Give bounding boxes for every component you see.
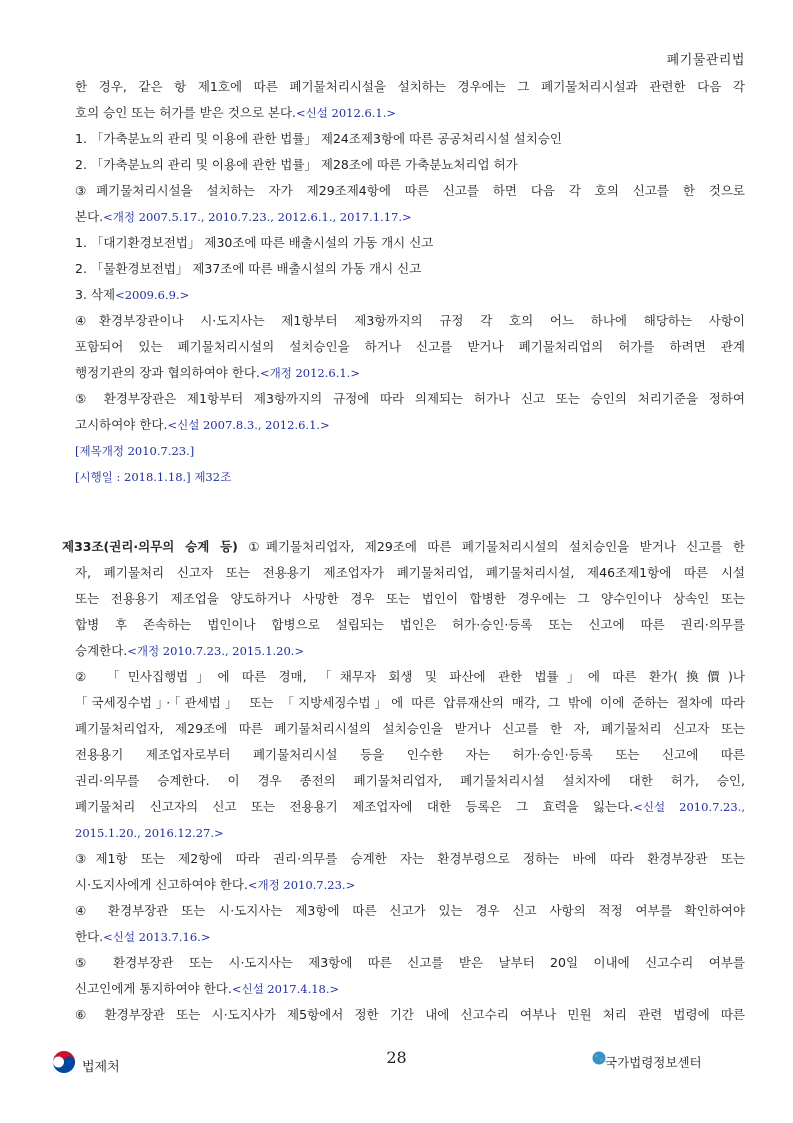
paragraph-4: ④환경부장관이나 시·도지사는 제1항부터 제3항까지의 규정 각 호의 어느 하나에 해당하는 사항이: [75, 313, 745, 328]
amendment-note: <개정 2012.6.1.>: [259, 366, 360, 380]
globe-icon: [592, 1051, 606, 1065]
paragraph-3: ③제1항 또는 제2항에 따라 권리·의무를 승계한 자는 환경부령으로 정하는 바에 따라 환경부장관 또는: [75, 851, 745, 866]
body-line: 시·도지사에게 신고하여야 한다.<개정 2010.7.23.>: [75, 877, 356, 892]
title-amendment-note: [제목개정 2010.7.23.]: [75, 444, 195, 458]
page-footer: [0, 1042, 793, 1082]
amendment-note: <신설 2013.7.16.>: [103, 930, 211, 944]
body-line: 폐기물처리업자, 제29조에 따른 폐기물처리시설의 설치승인을 받거나 신고를 한 자, 폐기물처리 신고자 또는: [75, 721, 745, 736]
body-line: 승계한다.<개정 2010.7.23., 2015.1.20.>: [75, 643, 305, 658]
body-line: 2. 「가축분뇨의 관리 및 이용에 관한 법률」 제28조에 따른 가축분뇨처리업 허가: [75, 157, 518, 172]
amendment-note: <2009.6.9.>: [115, 288, 190, 302]
body-line: 자, 폐기물처리 신고자 또는 전용용기 제조업자가 폐기물처리업, 폐기물처리시설, 제46조제1항에 따른 시설: [75, 565, 745, 580]
body-line: 합병 후 존속하는 법인이나 합병으로 설립되는 법인은 허가·승인·등록 또는 신고에 따른 권리·의무를: [75, 617, 745, 632]
paragraph-5: ⑤ 환경부장관 또는 시·도지사는 제3항에 따른 신고를 받은 날부터 20일 이내에 신고수리 여부를: [75, 955, 745, 970]
document-title: 폐기물관리법: [666, 53, 745, 68]
body-line: 고시하여야 한다.<신설 2007.8.3., 2012.6.1.>: [75, 417, 330, 432]
effective-date-note: [시행일 : 2018.1.18.] 제32조: [75, 470, 232, 484]
body-line: 포함되어 있는 폐기물처리시설의 설치승인을 하거나 신고를 받거나 폐기물처리업의 허가를 하려면 관계: [75, 339, 745, 354]
amendment-note: <신설 2017.4.18.>: [231, 982, 340, 996]
paragraph-3: ③폐기물처리시설을 설치하는 자가 제29조제4항에 따른 신고를 하면 다음 각 호의 신고를 한 것으로: [75, 183, 745, 198]
body-line: 행정기관의 장과 협의하여야 한다.<개정 2012.6.1.>: [75, 365, 360, 380]
body-line: 「국세징수법」·「관세법」 또는 「지방세징수법」에 따른 압류재산의 매각, 그 밖에 이에 준하는 절차에 따라: [75, 695, 745, 710]
body-line: 2. 「물환경보전법」 제37조에 따른 배출시설의 가동 개시 신고: [75, 261, 422, 276]
paragraph-2: ② 「민사집행법」에 따른 경매, 「채무자 회생 및 파산에 관한 법률」에 따른 환가(換價)나: [75, 669, 745, 684]
amendment-note: <개정 2007.5.17., 2010.7.23., 2012.6.1., 2017.1.17.>: [103, 210, 412, 224]
body-line: 본다.<개정 2007.5.17., 2010.7.23., 2012.6.1., 2017.1.17.>: [75, 209, 412, 224]
amendment-note: <신설 2010.7.23.,: [633, 800, 745, 814]
body-line: 폐기물처리 신고자의 신고 또는 전용용기 제조업자에 대한 등록은 그 효력을 잃는다.<신설 2010.7.23.,: [75, 799, 745, 814]
paragraph-5: ⑤ 환경부장관은 제1항부터 제3항까지의 규정에 따라 의제되는 허가나 신고 또는 승인의 처리기준을 정하여: [75, 391, 745, 406]
amendment-note: <신설 2007.8.3., 2012.6.1.>: [167, 418, 330, 432]
body-line: 한다.<신설 2013.7.16.>: [75, 929, 211, 944]
footer-center-label: 국가법령정보센터: [605, 1055, 702, 1070]
body-line: 권리·의무를 승계한다. 이 경우 종전의 폐기물처리업자, 폐기물처리시설 설치자에 대한 허가, 승인,: [75, 773, 745, 788]
amendment-note: <신설 2012.6.1.>: [296, 106, 397, 120]
body-line: 전용용기 제조업자로부터 폐기물처리시설 등을 인수한 자는 허가·승인·등록 또는 신고에 따른: [75, 747, 745, 762]
body-line: 신고인에게 통지하여야 한다.<신설 2017.4.18.>: [75, 981, 340, 996]
body-line: 1. 「가축분뇨의 관리 및 이용에 관한 법률」 제24조제3항에 따른 공공처리시설 설치승인: [75, 131, 562, 146]
body-line: 한 경우, 같은 항 제1호에 따른 폐기물처리시설을 설치하는 경우에는 그 폐기물처리시설과 관련한 다음 각: [75, 79, 745, 94]
body-line: 또는 전용용기 제조업을 양도하거나 사망한 경우 또는 법인이 합병한 경우에는 그 양수인이나 상속인 또는: [75, 591, 745, 606]
amendment-note: <개정 2010.7.23.>: [247, 878, 356, 892]
body-line: 1. 「대기환경보전법」 제30조에 따른 배출시설의 가동 개시 신고: [75, 235, 434, 250]
amendment-note-continued: 2015.1.20., 2016.12.27.>: [75, 826, 224, 840]
article-heading: 제33조(권리·의무의 승계 등): [62, 539, 238, 554]
amendment-note: <개정 2010.7.23., 2015.1.20.>: [127, 644, 305, 658]
footer-agency-label: 법제처: [82, 1060, 120, 1075]
body-line: 호의 승인 또는 허가를 받은 것으로 본다.<신설 2012.6.1.>: [75, 105, 397, 120]
paragraph-4: ④ 환경부장관 또는 시·도지사는 제3항에 따른 신고가 있는 경우 신고 사항의 적정 여부를 확인하여야: [75, 903, 745, 918]
paragraph-6: ⑥ 환경부장관 또는 시·도지사가 제5항에서 정한 기간 내에 신고수리 여부나 민원 처리 관련 법령에 따른: [75, 1007, 745, 1022]
body-line: 3. 삭제<2009.6.9.>: [75, 287, 190, 302]
page-number: 28: [386, 1048, 407, 1067]
article-33-first-line: 제33조(권리·의무의 승계 등) ①폐기물처리업자, 제29조에 따른 폐기물처리시설의 설치승인을 받거나 신고를 한: [62, 539, 745, 554]
